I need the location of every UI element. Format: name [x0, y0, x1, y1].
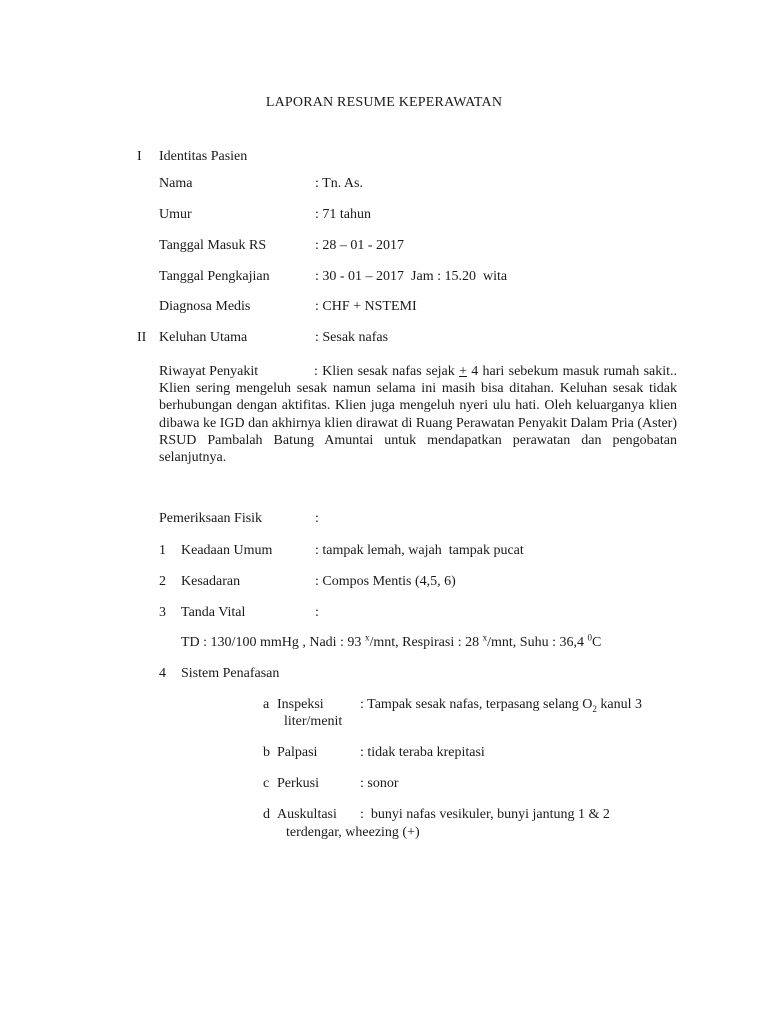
- field-label: Nama: [159, 176, 193, 191]
- section-number: I: [137, 149, 142, 164]
- sub-item-letter: a: [263, 697, 270, 712]
- item-number: 3: [159, 605, 166, 620]
- section-number: II: [137, 330, 147, 345]
- item-number: 1: [159, 543, 166, 558]
- history-paragraph: [159, 363, 677, 466]
- field-label: Tanggal Pengkajian: [159, 269, 270, 284]
- field-value: : 30 - 01 – 2017 Jam : 15.20 wita: [315, 269, 508, 284]
- field-label: Diagnosa Medis: [159, 299, 251, 314]
- field-value: : Sesak nafas: [315, 330, 389, 345]
- sub-item-letter: d: [263, 807, 270, 822]
- field-value: : tampak lemah, wajah tampak pucat: [315, 543, 524, 558]
- field-label: Riwayat Penyakit: [159, 364, 259, 379]
- field-label: Perkusi: [277, 776, 319, 791]
- history-text: 4 hari sebekum masuk rumah sakit.. Klien sering mengeluh sesak namun selama ini masih bisa ditahan. Keluhan sesak tidak berhubungan dengan aktifitas. Klien juga mengeluh nyeri ulu hati. Oleh keluarganya klien dibawa ke IGD dan akhirnya klien dirawat di Ruang Perawatan Penyakit Dalam Pria (Aster) RSUD Pambalah Batung Amuntai untuk mendapatkan perawatan dan pengobatan selanjutnya.: [159, 364, 678, 466]
- field-label: Tanda Vital: [181, 605, 246, 620]
- vital-text: C: [591, 635, 602, 650]
- field-value: : 71 tahun: [315, 207, 371, 222]
- field-value: : sonor: [360, 776, 399, 791]
- field-value: : bunyi nafas vesikuler, bunyi jantung 1 & 2: [360, 807, 610, 822]
- history-text-pre: : Klien sesak nafas sejak: [314, 364, 460, 379]
- field-value: : tidak teraba krepitasi: [360, 745, 485, 760]
- inspection-text: kanul 3: [596, 697, 643, 712]
- item-number: 2: [159, 574, 166, 589]
- field-label: Umur: [159, 207, 192, 222]
- vital-signs-line: [181, 634, 601, 651]
- section-heading: Identitas Pasien: [159, 149, 248, 164]
- section-heading: Pemeriksaan Fisik: [159, 511, 263, 526]
- field-label: Tanggal Masuk RS: [159, 238, 267, 253]
- field-label: Inspeksi: [277, 697, 324, 712]
- vital-text: /mnt, Respirasi : 28: [369, 635, 483, 650]
- field-value: : Tn. As.: [315, 176, 363, 191]
- vital-text: /mnt, Suhu : 36,4: [487, 635, 588, 650]
- field-label: Palpasi: [277, 745, 318, 760]
- superscript: x: [482, 632, 488, 643]
- field-label: Auskultasi: [277, 807, 337, 822]
- field-value-continued: terdengar, wheezing (+): [286, 825, 420, 840]
- plus-minus-sign: +: [459, 364, 467, 379]
- field-label: Keadaan Umum: [181, 543, 273, 558]
- superscript: x: [364, 632, 370, 643]
- sub-item-letter: b: [263, 745, 270, 760]
- inspection-text: : Tampak sesak nafas, terpasang selang O: [360, 697, 593, 712]
- section-heading: Keluhan Utama: [159, 330, 248, 345]
- field-value: [360, 696, 642, 713]
- field-value: : Compos Mentis (4,5, 6): [315, 574, 456, 589]
- field-value: : 28 – 01 - 2017: [315, 238, 405, 253]
- vital-text: TD : 130/100 mmHg , Nadi : 93: [181, 635, 365, 650]
- sub-item-letter: c: [263, 776, 270, 791]
- document-title: LAPORAN RESUME KEPERAWATAN: [265, 95, 503, 110]
- degree-superscript: 0: [587, 632, 592, 643]
- field-label: Kesadaran: [181, 574, 241, 589]
- item-number: 4: [159, 666, 166, 681]
- subscript: 2: [592, 703, 597, 714]
- field-value: : CHF + NSTEMI: [315, 299, 417, 314]
- field-value: :: [315, 605, 319, 620]
- field-label: Sistem Penafasan: [181, 666, 280, 681]
- field-value-continued: liter/menit: [284, 714, 343, 729]
- field-value: :: [315, 511, 319, 526]
